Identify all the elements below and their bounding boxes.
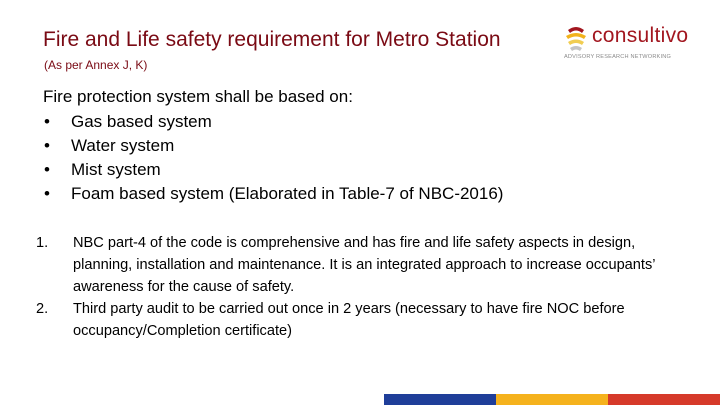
numbered-item (36, 232, 676, 298)
logo-mark-icon (564, 24, 588, 52)
logo-wordmark: consultivo (592, 24, 689, 47)
slide-subtitle: (As per Annex J, K) (44, 58, 148, 72)
bullet-text: Mist system (71, 160, 161, 179)
bullet-icon: • (44, 136, 50, 155)
bullet-item (44, 134, 503, 158)
bullet-text: Water system (71, 136, 175, 155)
item-number: 1. (36, 235, 49, 251)
bullet-text: Foam based system (Elaborated in Table-7 of NBC-2016) (71, 184, 504, 203)
item-text: NBC part-4 of the code is comprehensive and has fire and life safety aspects in design, planning, installation and maintenance. It is an integrated approach to increase occupants’ awareness for the cause of safety. (73, 235, 655, 295)
bullet-item (44, 110, 503, 134)
slide-title: Fire and Life safety requirement for Metro Station (43, 28, 501, 51)
intro-text: Fire protection system shall be based on: (43, 87, 353, 106)
bullet-text: Gas based system (71, 112, 212, 131)
bullet-icon: • (44, 184, 50, 203)
item-text: Third party audit to be carried out once in 2 years (necessary to have fire NOC before occupancy/Completion certificate) (73, 301, 625, 339)
footer-color-bar (384, 394, 720, 405)
logo-tagline: ADVISORY RESEARCH NETWORKING (564, 54, 672, 60)
numbered-item (36, 298, 676, 342)
bullet-icon: • (44, 112, 50, 131)
consultivo-logo (562, 22, 689, 74)
bullet-item (44, 182, 503, 206)
footer-segment (496, 394, 608, 405)
bullet-item (44, 158, 503, 182)
bullet-icon: • (44, 160, 50, 179)
footer-segment (384, 394, 496, 405)
numbered-list (36, 232, 676, 342)
bullet-list (44, 110, 503, 206)
footer-segment (608, 394, 720, 405)
item-number: 2. (36, 301, 49, 317)
